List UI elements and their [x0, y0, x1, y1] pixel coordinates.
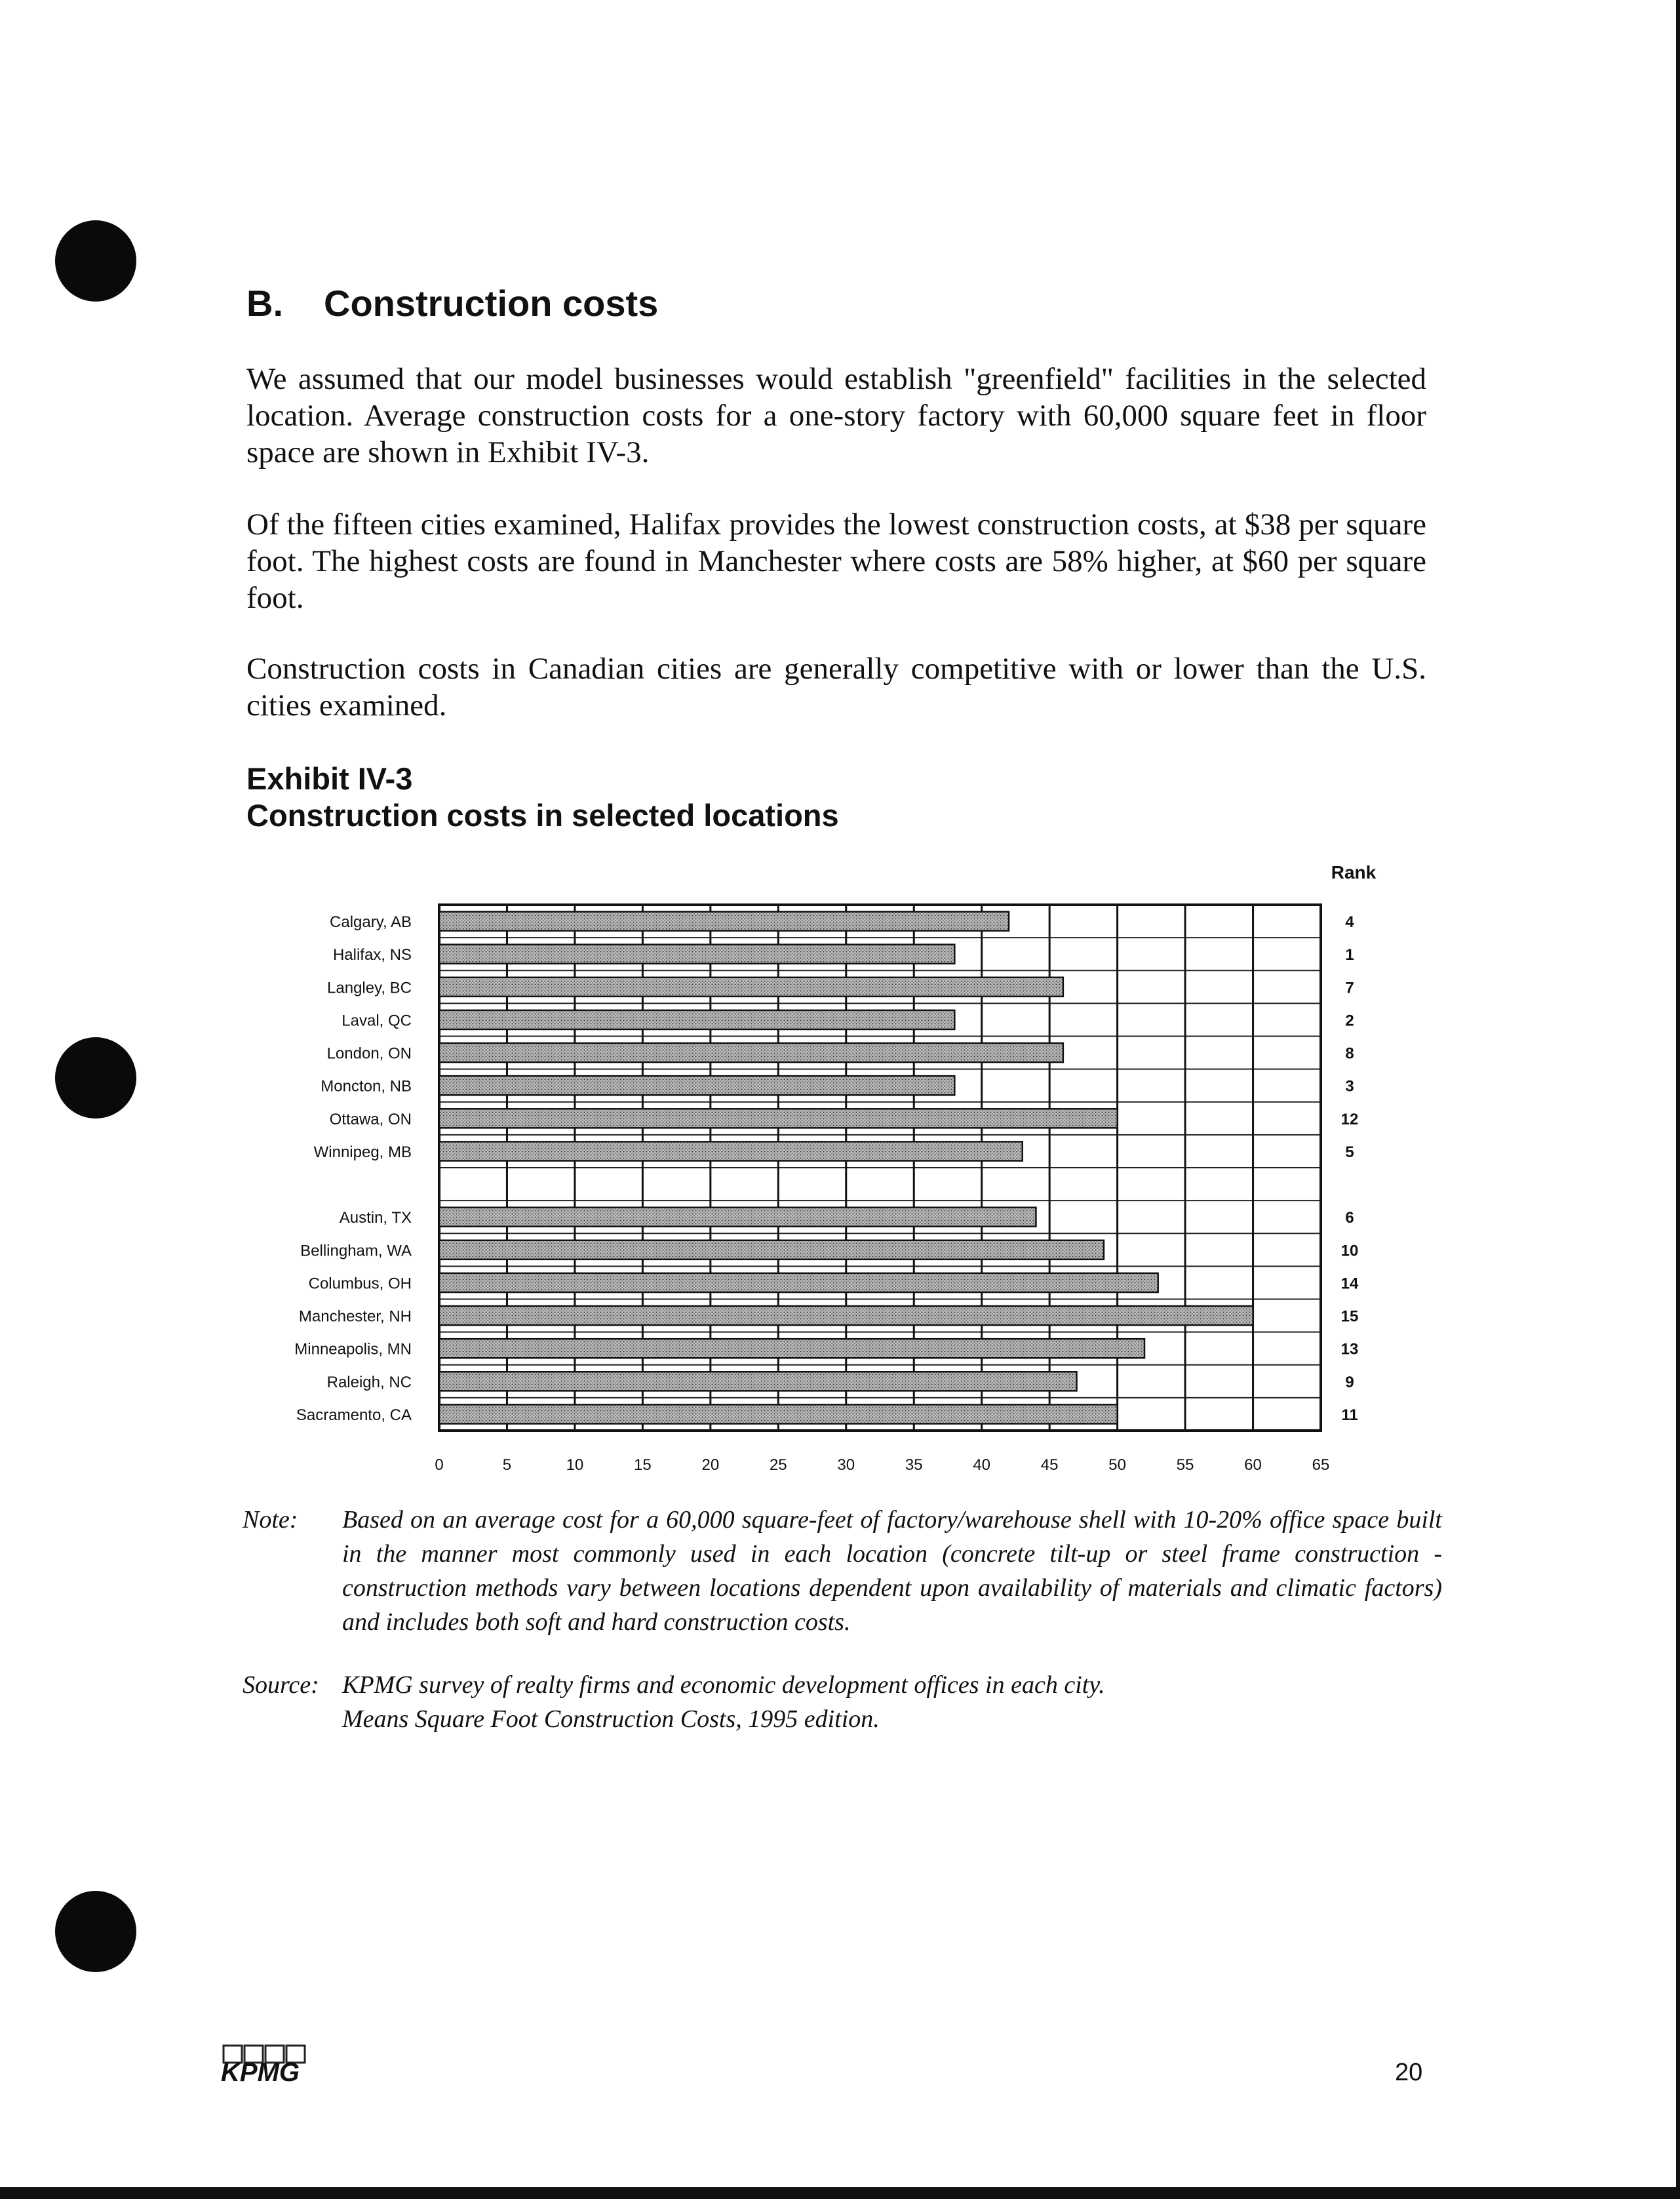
binder-hole-top [55, 220, 136, 302]
x-tick-label: 20 [701, 1456, 720, 1474]
rank-label: 10 [1340, 1242, 1359, 1260]
exhibit-label: Exhibit IV-3 [246, 761, 413, 796]
chart-source [243, 1668, 1442, 1736]
rank-label: 4 [1345, 913, 1354, 932]
kpmg-logo [218, 2044, 317, 2085]
bar [439, 1109, 1118, 1128]
binder-hole-middle [55, 1037, 136, 1119]
source-line-2: Means Square Foot Construction Costs, 1995 edition. [342, 1705, 880, 1733]
x-tick-label: 65 [1312, 1456, 1330, 1474]
paragraph-greenfield: We assumed that our model businesses would establish "greenfield" facilities in the selected location. Average construction costs for a one-story factory with 60,000 square feet in floor space are shown in Exhibit IV-3. [246, 362, 1426, 469]
construction-cost-chart [249, 859, 1403, 1475]
bar [439, 1273, 1158, 1292]
x-tick-label: 55 [1176, 1456, 1194, 1474]
category-label: Columbus, OH [308, 1275, 412, 1293]
page-number: 20 [1395, 2059, 1423, 2086]
x-tick-label: 50 [1108, 1456, 1126, 1474]
note-text: Based on an average cost for a 60,000 square-feet of factory/warehouse shell with 10-20% office space built in the manner most commonly used in each location (concrete tilt-up or steel frame construction - construction methods vary between locations dependent upon availability of materials and climatic factors) and includes both soft and hard construction costs. [342, 1506, 1442, 1636]
bar [439, 1372, 1077, 1391]
x-tick-label: 60 [1244, 1456, 1262, 1474]
category-label: Winnipeg, MB [313, 1143, 412, 1161]
category-label: Minneapolis, MN [294, 1340, 412, 1358]
bar [439, 1010, 954, 1029]
x-tick-label: 40 [973, 1456, 991, 1474]
bar [439, 1076, 954, 1095]
bar [439, 978, 1063, 997]
x-tick-label: 35 [905, 1456, 923, 1474]
section-title: Construction costs [324, 283, 659, 324]
bar [439, 945, 954, 964]
bar [439, 1043, 1063, 1062]
binder-hole-bottom [55, 1891, 136, 1972]
category-label: Austin, TX [339, 1209, 412, 1227]
category-label: Halifax, NS [332, 946, 412, 964]
bar [439, 912, 1009, 931]
note-label: Note: [243, 1506, 298, 1534]
category-label: Manchester, NH [298, 1307, 412, 1326]
x-tick-label: 10 [566, 1456, 584, 1474]
bar [439, 1240, 1104, 1259]
svg-text:KPMG: KPMG [221, 2058, 300, 2085]
exhibit-caption [246, 761, 839, 834]
rank-label: 2 [1345, 1012, 1354, 1030]
x-tick-label: 15 [634, 1456, 652, 1474]
category-label: Calgary, AB [330, 913, 412, 932]
scan-edge-right [1676, 0, 1680, 2199]
category-label: Sacramento, CA [296, 1406, 412, 1424]
source-label: Source: [243, 1671, 319, 1699]
category-label: Raleigh, NC [326, 1373, 412, 1391]
category-label: Ottawa, ON [329, 1110, 412, 1128]
bar [439, 1404, 1118, 1423]
x-tick-label: 25 [769, 1456, 787, 1474]
scan-edge-bottom [0, 2187, 1680, 2199]
rank-label: 3 [1345, 1077, 1354, 1096]
source-line-1: KPMG survey of realty firms and economic development offices in each city. [342, 1671, 1105, 1699]
bar [439, 1141, 1023, 1160]
section-heading [246, 282, 658, 325]
bar [439, 1339, 1144, 1358]
rank-label: 5 [1345, 1143, 1354, 1161]
category-label: Bellingham, WA [300, 1242, 412, 1260]
bar [439, 1306, 1253, 1325]
paragraph-halifax: Of the fifteen cities examined, Halifax provides the lowest construction costs, at $38 per square foot. The highest costs are found in Manchester where costs are 58% higher, at $60 per square foot. [246, 507, 1426, 615]
category-label: Langley, BC [327, 979, 412, 997]
x-tick-label: 0 [435, 1456, 444, 1474]
bar [439, 1208, 1036, 1227]
section-letter: B. [246, 283, 283, 324]
rank-label: 13 [1340, 1340, 1359, 1358]
x-tick-label: 30 [837, 1456, 855, 1474]
rank-label: 9 [1345, 1373, 1354, 1391]
rank-label: 14 [1340, 1275, 1359, 1293]
x-tick-label: 45 [1040, 1456, 1059, 1474]
paragraph-canadian: Construction costs in Canadian cities are generally competitive with or lower than the U.S. cities examined. [246, 652, 1426, 723]
x-tick-label: 5 [502, 1456, 512, 1474]
chart-note [243, 1503, 1442, 1639]
category-label: Moncton, NB [321, 1077, 412, 1096]
rank-header: Rank [1331, 862, 1377, 882]
rank-label: 7 [1345, 979, 1354, 997]
rank-label: 11 [1341, 1406, 1358, 1424]
rank-label: 12 [1340, 1110, 1359, 1128]
category-label: London, ON [326, 1044, 412, 1063]
rank-label: 8 [1345, 1044, 1354, 1063]
exhibit-title: Construction costs in selected locations [246, 798, 839, 833]
rank-label: 1 [1345, 946, 1354, 964]
rank-label: 6 [1345, 1209, 1354, 1227]
category-label: Laval, QC [342, 1012, 412, 1030]
rank-label: 15 [1340, 1307, 1359, 1326]
